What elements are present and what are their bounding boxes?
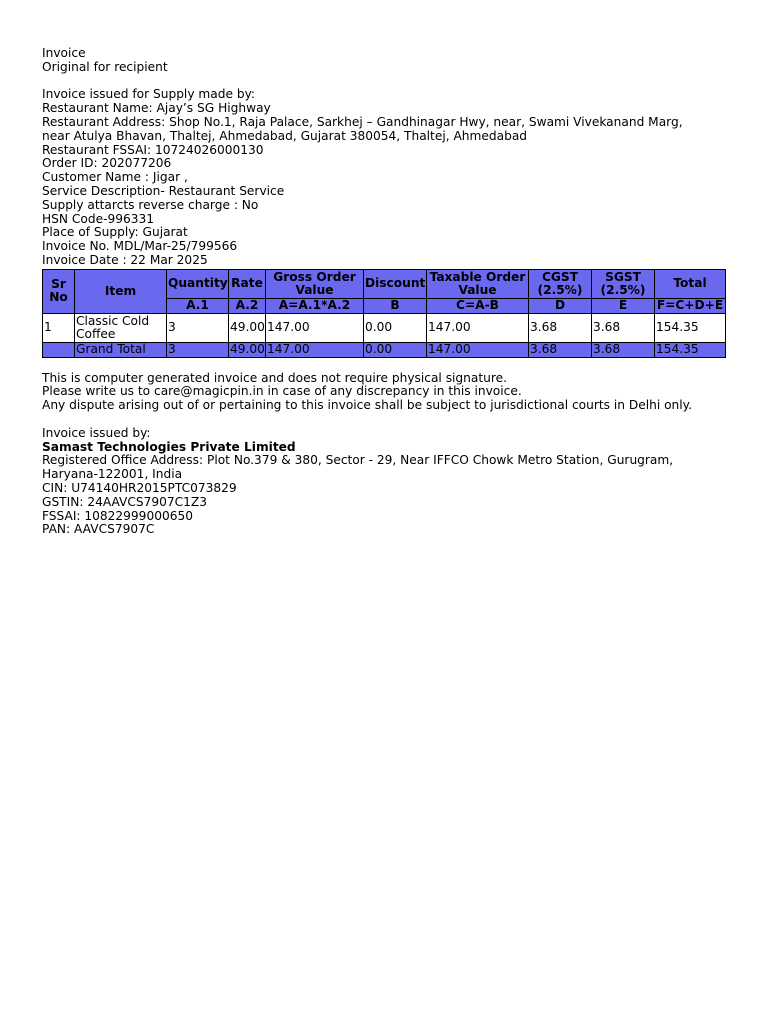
header-item: Item <box>75 269 167 313</box>
table-header-row <box>43 269 726 298</box>
subheader-total: F=C+D+E <box>655 298 726 313</box>
grand-total-gross: 147.00 <box>266 342 364 357</box>
invoice-subtitle: Original for recipient <box>42 59 168 74</box>
cell-sgst: 3.68 <box>592 313 655 342</box>
subheader-gross: A=A.1*A.2 <box>266 298 364 313</box>
reverse-charge: Supply attarcts reverse charge : No <box>42 197 259 212</box>
subheader-quantity: A.1 <box>167 298 229 313</box>
issuer-company: Samast Technologies Private Limited <box>42 439 296 454</box>
header-total: Total <box>655 269 726 298</box>
cell-item: Classic Cold Coffee <box>75 313 167 342</box>
header-quantity: Quantity <box>167 269 229 298</box>
grand-total-empty <box>43 342 75 357</box>
issuer-cin: CIN: U74140HR2015PTC073829 <box>42 480 237 495</box>
grand-total-quantity: 3 <box>167 342 229 357</box>
order-id: Order ID: 202077206 <box>42 156 172 171</box>
invoice-page <box>42 47 732 537</box>
supplier-heading: Invoice issued for Supply made by: <box>42 87 256 102</box>
restaurant-address-line2: near Atulya Bhavan, Thaltej, Ahmedabad, Gujarat 380054, Thaltej, Ahmedabad <box>42 128 528 143</box>
header-gross: Gross Order Value <box>266 269 364 298</box>
cell-total: 154.35 <box>655 313 726 342</box>
hsn-code: HSN Code-996331 <box>42 211 155 226</box>
invoice-title: Invoice <box>42 46 86 60</box>
cell-cgst: 3.68 <box>529 313 592 342</box>
invoice-number: Invoice No. MDL/Mar-25/799566 <box>42 239 238 254</box>
customer-name: Customer Name : Jigar , <box>42 170 188 185</box>
cell-sr: 1 <box>43 313 75 342</box>
issuer-fssai: FSSAI: 10822999000650 <box>42 508 193 523</box>
subheader-rate: A.2 <box>229 298 266 313</box>
grand-total-discount: 0.00 <box>364 342 427 357</box>
grand-total-label: Grand Total <box>75 342 167 357</box>
grand-total-row <box>43 342 726 357</box>
cell-quantity: 3 <box>167 313 229 342</box>
note-contact: Please write us to care@magicpin.in in case of any discrepancy in this invoice. <box>42 384 522 399</box>
cell-discount: 0.00 <box>364 313 427 342</box>
grand-total-sgst: 3.68 <box>592 342 655 357</box>
issuer-heading: Invoice issued by: <box>42 425 151 440</box>
issuer-pan: PAN: AAVCS7907C <box>42 522 155 537</box>
issuer-address: Registered Office Address: Plot No.379 & 380, Sector - 29, Near IFFCO Chowk Metro Station, Gurugram, Haryana-122001, India <box>42 453 674 482</box>
restaurant-name: Restaurant Name: Ajay’s SG Highway <box>42 101 271 116</box>
grand-total-total: 154.35 <box>655 342 726 357</box>
service-description: Service Description- Restaurant Service <box>42 183 285 198</box>
header-rate: Rate <box>229 269 266 298</box>
subheader-cgst: D <box>529 298 592 313</box>
grand-total-taxable: 147.00 <box>427 342 529 357</box>
header-sr-no: Sr No <box>43 269 75 313</box>
grand-total-cgst: 3.68 <box>529 342 592 357</box>
cell-rate: 49.00 <box>229 313 266 342</box>
place-of-supply: Place of Supply: Gujarat <box>42 225 188 240</box>
note-jurisdiction: Any dispute arising out of or pertaining to this invoice shall be subject to jurisdictional courts in Delhi only. <box>42 398 693 413</box>
cell-gross: 147.00 <box>266 313 364 342</box>
invoice-date: Invoice Date : 22 Mar 2025 <box>42 252 208 267</box>
header-cgst: CGST (2.5%) <box>529 269 592 298</box>
grand-total-rate: 49.00 <box>230 342 265 357</box>
note-signature: This is computer generated invoice and does not require physical signature. <box>42 370 507 385</box>
restaurant-address-line1: Restaurant Address: Shop No.1, Raja Palace, Sarkhej – Gandhinagar Hwy, near, Swami Vivekanand Marg, <box>42 114 683 129</box>
header-discount: Discount <box>364 269 427 298</box>
table-row <box>43 313 726 342</box>
subheader-sgst: E <box>592 298 655 313</box>
issuer-gstin: GSTIN: 24AAVCS7907C1Z3 <box>42 494 208 509</box>
subheader-discount: B <box>364 298 427 313</box>
restaurant-fssai: Restaurant FSSAI: 10724026000130 <box>42 142 264 157</box>
subheader-taxable: C=A-B <box>427 298 529 313</box>
cell-taxable: 147.00 <box>427 313 529 342</box>
header-sgst: SGST (2.5%) <box>592 269 655 298</box>
invoice-table <box>42 269 726 358</box>
header-taxable: Taxable Order Value <box>427 269 529 298</box>
